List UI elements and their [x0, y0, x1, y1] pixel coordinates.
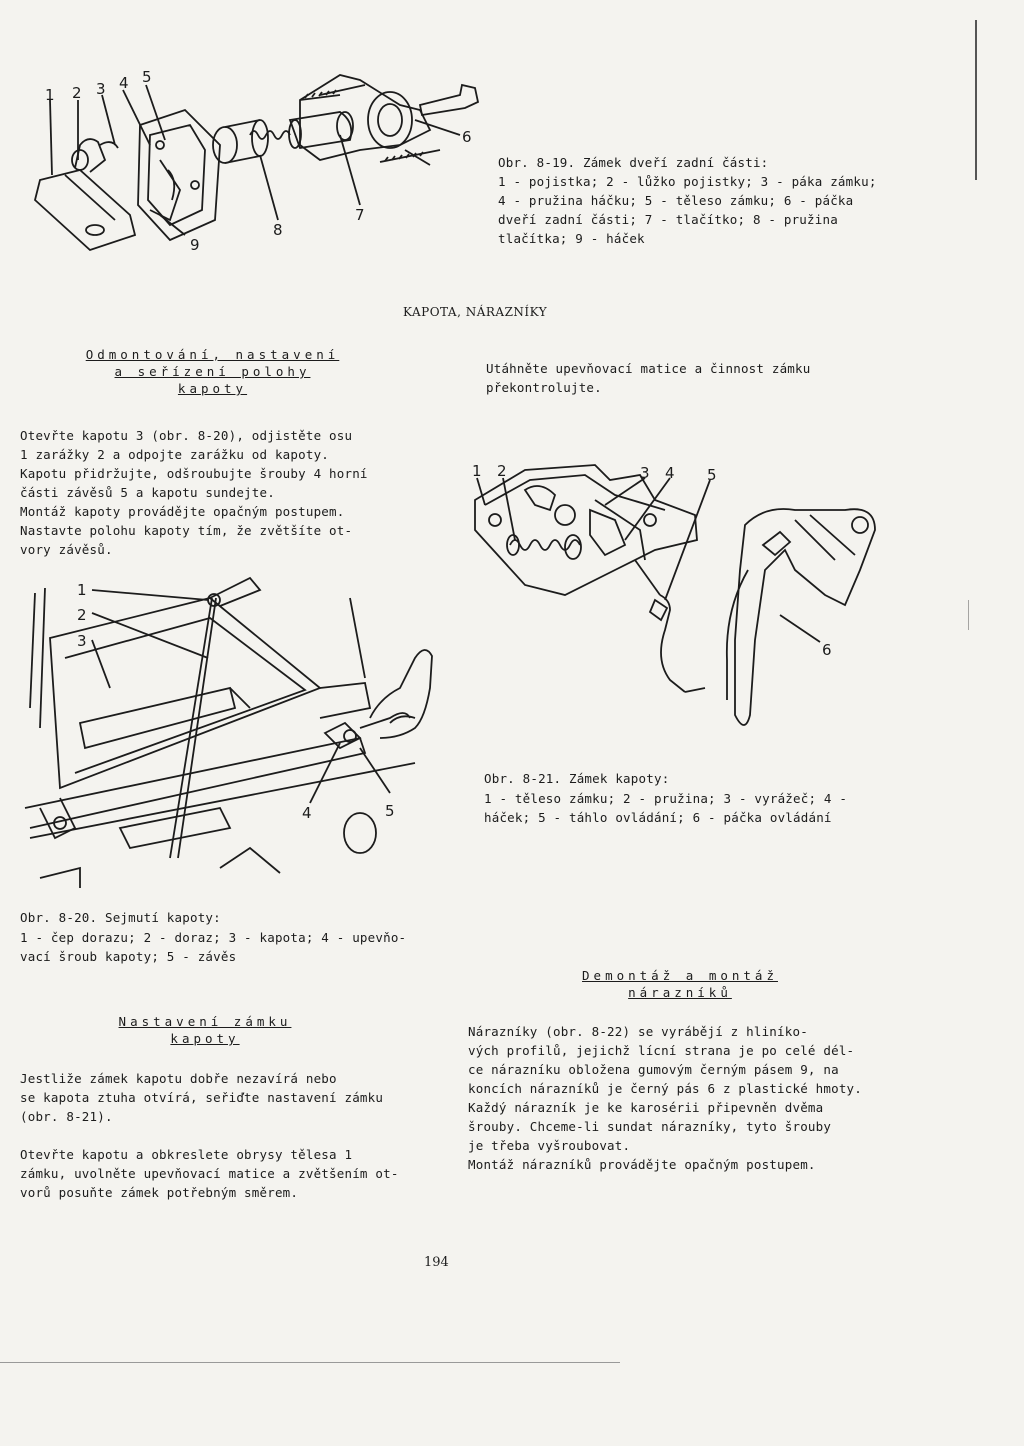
- fig-8-20-callout-1: 1: [77, 581, 87, 599]
- fig-8-19-callout-8: 8: [273, 221, 283, 239]
- scan-edge-line: [968, 600, 969, 630]
- fig-8-21-callout-2: 2: [497, 462, 507, 480]
- fig-8-21-caption-body: 1 - těleso zámku; 2 - pružina; 3 - vyrážeč; 4 - háček; 5 - táhlo ovládání; 6 - páčka ovládání: [484, 791, 848, 825]
- fig-8-19-caption-title: Obr. 8-19. Zámek dveří zadní části:: [498, 155, 769, 170]
- fig-8-21-callout-1: 1: [472, 462, 482, 480]
- fig-8-21-callout-4: 4: [665, 464, 675, 482]
- heading-line: kapoty: [177, 381, 248, 396]
- fig-8-19-callout-3: 3: [96, 80, 106, 98]
- fig-8-19-callout-1: 1: [45, 86, 55, 104]
- fig-8-20-illustration: [20, 578, 440, 888]
- fig-8-20-callout-2: 2: [77, 606, 87, 624]
- nastaveni-zamku-heading: [60, 1013, 350, 1047]
- fig-8-21-illustration: [465, 460, 895, 740]
- bottom-rule: [0, 1362, 620, 1363]
- fig-8-19-callout-9: 9: [190, 236, 200, 254]
- demontaz-heading: [520, 967, 840, 1001]
- fig-8-20-callout-4: 4: [302, 804, 312, 822]
- fig-8-21-callout-6: 6: [822, 641, 832, 659]
- fig-8-19-illustration: [20, 50, 490, 270]
- fig-8-21-caption-title: Obr. 8-21. Zámek kapoty:: [484, 771, 670, 786]
- heading-line: a seřízení polohy: [114, 364, 311, 379]
- fig-8-21-callout-3: 3: [640, 464, 650, 482]
- nastaveni-zamku-text: Jestliže zámek kapotu dobře nezavírá nebo se kapota ztuha otvírá, seřiďte nastavení zámku (obr. 8-21). Otevřte kapotu a obkreslete obrysy tělesa 1 zámku, uvolněte upevňovací matice a zvětšením ot- vorů posuňte zámek potřebným směrem.: [20, 1071, 399, 1200]
- heading-line: kapoty: [170, 1031, 240, 1046]
- fig-8-19-callout-6: 6: [462, 128, 472, 146]
- fig-8-19-callout-4: 4: [119, 74, 129, 92]
- fig-8-19-callout-7: 7: [355, 206, 365, 224]
- fig-8-20-caption-title: Obr. 8-20. Sejmutí kapoty:: [20, 910, 221, 925]
- fig-8-20-callout-5: 5: [385, 802, 395, 820]
- heading-line: Nastavení zámku: [118, 1014, 292, 1029]
- utahnete-text: Utáhněte upevňovací matice a činnost zámku překontrolujte.: [486, 361, 811, 395]
- fig-8-19-caption-body: 1 - pojistka; 2 - lůžko pojistky; 3 - páka zámku; 4 - pružina háčku; 5 - těleso zámku; 6 - páčka dveří zadní části; 7 - tlačítko; 8 - pružina tlačítka; 9 - háček: [498, 174, 877, 246]
- fig-8-20-callout-3: 3: [77, 632, 87, 650]
- heading-line: Odmontování, nastavení: [85, 347, 340, 362]
- heading-line: Demontáž a montáž: [582, 968, 778, 983]
- heading-line: nárazníků: [628, 985, 732, 1000]
- odmontovani-text: Otevřte kapotu 3 (obr. 8-20), odjistěte osu 1 zarážky 2 a odpojte zarážku od kapoty. Kapotu přidržujte, odšroubujte šrouby 4 horní části závěsů 5 a kapotu sundejte. Montáž kapoty provádějte opačným postupem. Nastavte polohu kapoty tím, že zvětšíte ot- vory závěsů.: [20, 428, 368, 557]
- fig-8-19-callout-5: 5: [142, 68, 152, 86]
- section-title: KAPOTA, NÁRAZNÍKY: [403, 305, 548, 319]
- fig-8-19-callout-2: 2: [72, 84, 82, 102]
- page-number: 194: [424, 1255, 449, 1270]
- fig-8-20-caption-body: 1 - čep dorazu; 2 - doraz; 3 - kapota; 4 - upevňo- vací šroub kapoty; 5 - závěs: [20, 930, 407, 964]
- odmontovani-heading: [40, 346, 385, 397]
- demontaz-text: Nárazníky (obr. 8-22) se vyrábějí z hliníko- vých profilů, jejichž lícní strana je po celé dél- ce nárazníku obložena gumovým černým pásem 9, na koncích nárazníků je černý pás 6 z plastické hmoty. Každý nárazník je ke karosérii připevněn dvěma šrouby. Chceme-li sundat nárazníky, tyto šrouby je třeba vyšroubovat. Montáž nárazníků provádějte opačným postupem.: [468, 1024, 863, 1172]
- fig-8-21-callout-5: 5: [707, 466, 717, 484]
- scan-edge-line: [975, 20, 977, 180]
